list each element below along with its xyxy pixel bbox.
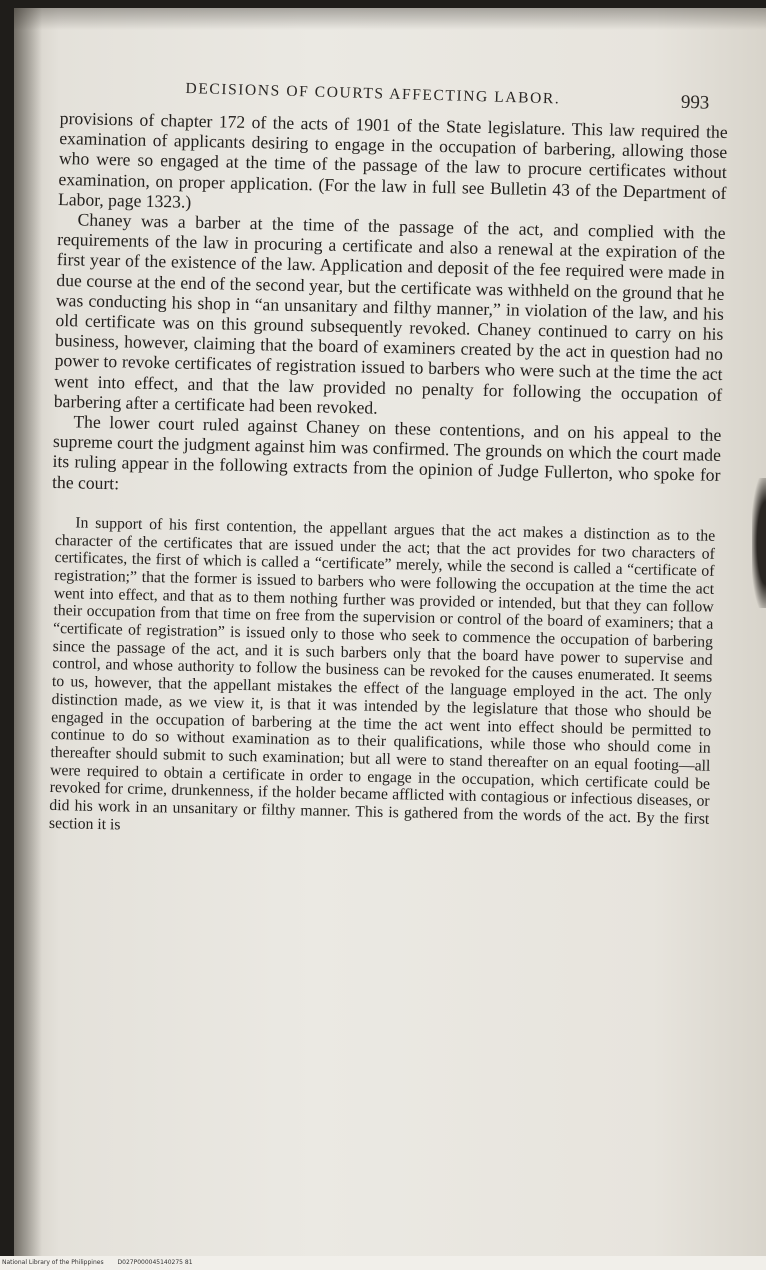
paragraph-1: provisions of chapter 172 of the acts of 1901 of the State legislature. This law required the examination of applicants desiring to engage in the occupation of barbering, allowing those who were so engaged at the time of the passage of the law to procure certificates without examination, on proper application. (For the law in full see Bulletin 43 of the Department of Labor, page 1323.) xyxy=(57,108,728,212)
footer-identifier: D027P000045140275 81 xyxy=(117,1259,193,1266)
page-number: 993 xyxy=(680,91,710,114)
scan-edge-shadow xyxy=(752,478,766,608)
header-title: DECISIONS OF COURTS AFFECTING LABOR. xyxy=(185,79,561,108)
footer-library: National Library of the Philippines xyxy=(2,1259,104,1266)
body-text xyxy=(45,108,728,846)
scan-footer xyxy=(0,1256,766,1270)
top-shadow xyxy=(14,8,766,30)
paragraph-2: Chaney was a barber at the time of the passage of the act, and complied with the requirements of the law in procuring a certificate and also a renewal at the expiration of the first year of the existence of the law. Application and deposit of the fee required were made in due course at the end of the second year, but the certificate was withheld on the ground that he was conducting his shop in “an unsanitary and filthy manner,” in violation of the law, and his old certificate was on this ground subsequently revoked. Chaney continued to carry on his business, however, claiming that the board of examiners created by the act in question had no power to revoke certificates of registration issued to barbers who were such at the time the act went into effect, and that the law provided no penalty for following the occupation of barbering after a certificate had been revoked. xyxy=(53,209,726,418)
paragraph-3: The lower court ruled against Chaney on these contentions, and on his appeal to the supreme court the judgment against him was confirmed. The grounds on which the court made its ruling appear in the following extracts from the opinion of Judge Fullerton, who spoke for the court: xyxy=(51,411,722,493)
binding-shadow xyxy=(14,8,42,1256)
court-opinion-quote: In support of his first contention, the appellant argues that the act makes a distinction as to the character of the certificates that are issued under the act; that the act provides for two characters of certificates, the first of which is called a “certificate” merely, while the second is called a “certificate of registration;” that the former is issued to barbers who were following the occupation at the time the act went into effect, and that as to them nothing further was provided or intended, but that they can follow their occupation from that time on free from the supervision or control of the board of examiners; that a “certificate of registration” is issued only to those who seek to commence the occupation of barbering since the passage of the act, and it is such barbers only that the board have power to supervise and control, and whose authority to follow the business can be revoked for the causes enumerated. It seems to us, however, that the appellant mistakes the effect of the language employed in the act. The only distinction made, as we view it, is that it was intended by the legislature that those who should be engaged in the occupation of barbering at the time the act went into effect should be permitted to continue to do so without examination as to their qualifications, while those who should come in thereafter should submit to such examination; but all were to stand thereafter on an equal footing—all were required to obtain a certificate in order to engage in the occupation, which certificate could be revoked for crime, drunkenness, if the holder became afflicted with contagious or infectious diseases, or did his work in an unsanitary or filthy manner. This is gathered from the words of the act. By the first section it is xyxy=(48,514,716,834)
scanned-page xyxy=(14,8,766,1256)
